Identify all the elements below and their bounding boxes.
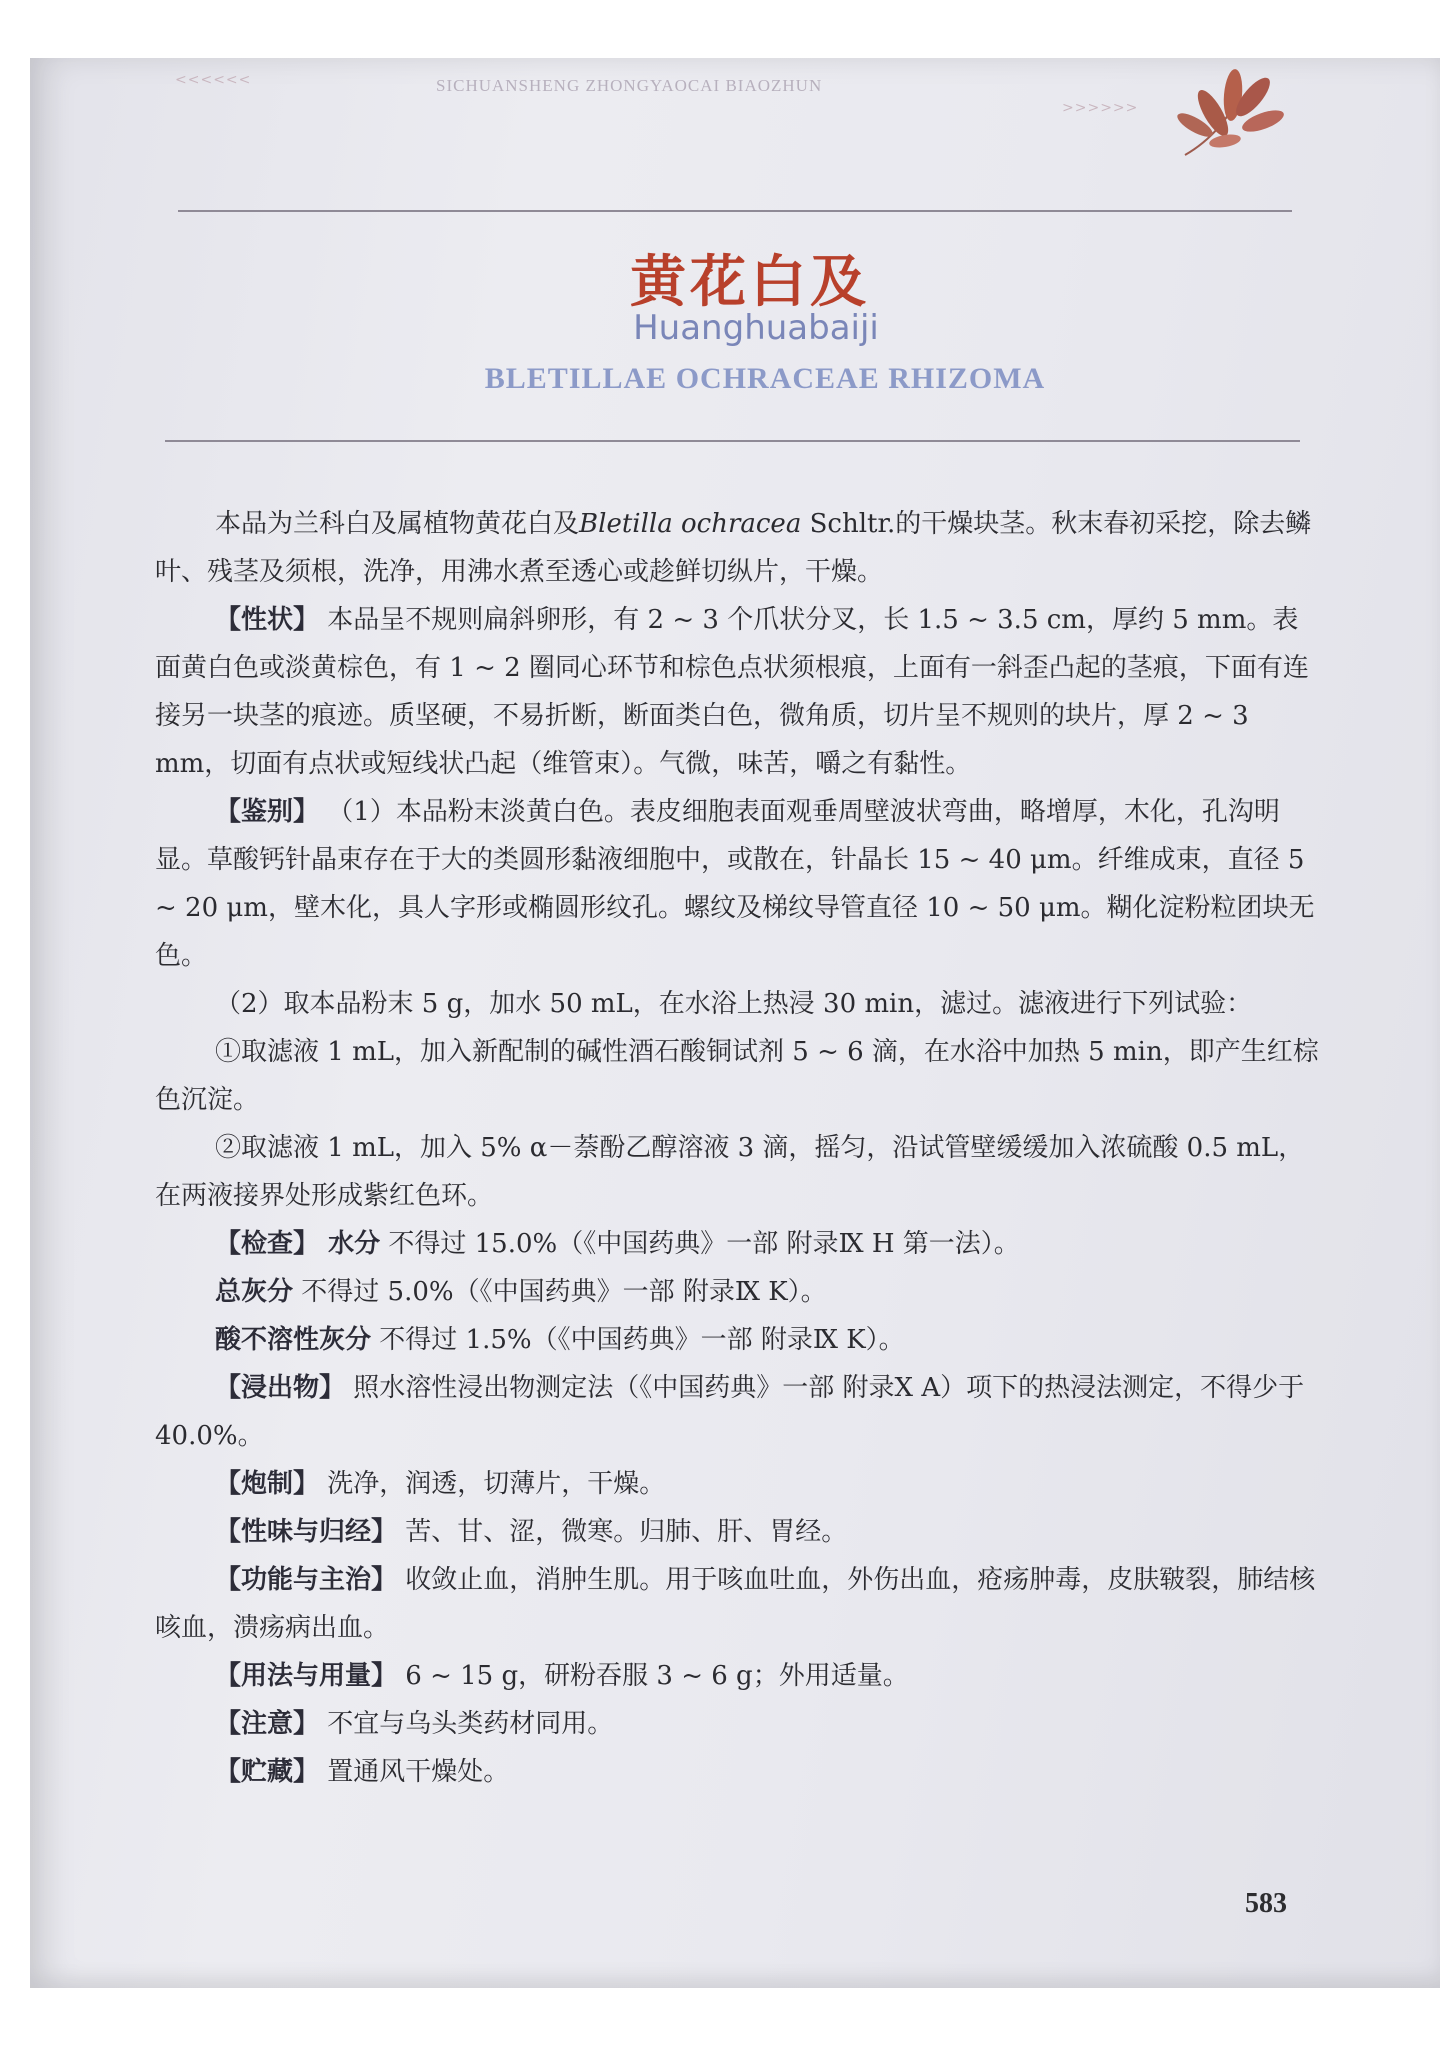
section-jiancha-ash	[155, 1268, 1320, 1316]
section-jianbie-4: ②取滤液 1 mL，加入 5% α－萘酚乙醇溶液 3 滴，摇匀，沿试管壁缓缓加入浓硫酸 0.5 mL，在两液接界处形成紫红色环。	[155, 1133, 1305, 1211]
section-text: 本品呈不规则扁斜卵形，有 2 ~ 3 个爪状分叉，长 1.5 ~ 3.5 cm，厚约 5 mm。表面黄白色或淡黄棕色，有 1 ~ 2 圈同心环节和棕色点状须根痕，上面有一斜歪凸起的茎痕，下面有连接另一块茎的痕迹。质坚硬，不易折断，断面类白色，微角质，切片呈不规则的块片，厚 2 ~ 3 mm，切面有点状或短线状凸起（维管束）。气微，味苦，嚼之有黏性。	[155, 605, 1309, 779]
header-ornament-left: <<<<<<	[175, 72, 252, 88]
section-xingwei	[155, 1508, 1320, 1556]
monograph-body	[155, 500, 1320, 1796]
section-gongneng	[155, 1556, 1320, 1652]
subsection-heading: 总灰分	[215, 1277, 294, 1307]
section-text: 不得过 5.0%（《中国药典》一部 附录Ⅸ K）。	[293, 1277, 827, 1307]
section-text: （1）本品粉末淡黄白色。表皮细胞表面观垂周壁波状弯曲，略增厚，木化，孔沟明显。草酸钙针晶束存在于大的类圆形黏液细胞中，或散在，针晶长 15 ~ 40 μm。纤维成束，直径 5 ~ 20 μm，壁木化，具人字形或椭圆形纹孔。螺纹及梯纹导管直径 10 ~ 50 μm。糊化淀粉粒团块无色。	[155, 797, 1315, 971]
section-text: 不宜与乌头类药材同用。	[319, 1709, 614, 1739]
section-text: 6 ~ 15 g，研粉吞服 3 ~ 6 g；外用适量。	[397, 1661, 909, 1691]
intro-text-2: Schltr.的干燥块茎。秋末春初采挖，除去鳞叶、残茎及须根，洗净，用沸水煮至透心或趁鲜切纵片，干燥。	[155, 509, 1312, 587]
section-yongfa	[155, 1652, 1320, 1700]
section-heading: 【炮制】	[215, 1469, 320, 1499]
section-text: 苦、甘、涩，微寒。归肺、肝、胃经。	[397, 1517, 848, 1547]
section-text: 不得过 1.5%（《中国药典》一部 附录Ⅸ K）。	[371, 1325, 905, 1355]
intro-text: 本品为兰科白及属植物黄花白及	[215, 509, 580, 539]
section-jinchuwu	[155, 1364, 1320, 1460]
section-text: 洗净，润透，切薄片，干燥。	[319, 1469, 666, 1499]
subsection-heading: 水分	[319, 1229, 381, 1259]
leaf-ornament-icon	[1165, 55, 1285, 165]
section-text: 收敛止血，消肿生肌。用于咳血吐血，外伤出血，疮疡肿毒，皮肤皲裂，肺结核咳血，溃疡病出血。	[155, 1565, 1316, 1643]
running-header: SICHUANSHENG ZHONGYAOCAI BIAOZHUN	[436, 76, 823, 95]
section-heading: 【功能与主治】	[215, 1565, 398, 1595]
section-text: 照水溶性浸出物测定法（《中国药典》一部 附录Ⅹ A）项下的热浸法测定，不得少于 40.0%。	[155, 1373, 1305, 1451]
section-heading: 【性味与归经】	[215, 1517, 398, 1547]
section-heading: 【性状】	[215, 605, 320, 635]
subsection-heading: 酸不溶性灰分	[215, 1325, 372, 1355]
section-xingzhuang	[155, 596, 1320, 788]
section-jianbie-2: （2）取本品粉末 5 g，加水 50 mL，在水浴上热浸 30 min，滤过。滤液进行下列试验：	[215, 989, 1253, 1019]
intro-paragraph	[155, 500, 1320, 596]
title-rule-bottom	[165, 440, 1300, 442]
section-heading: 【用法与用量】	[215, 1661, 398, 1691]
section-jianbie-3: ①取滤液 1 mL，加入新配制的碱性酒石酸铜试剂 5 ~ 6 滴，在水浴中加热 5 min，即产生红棕色沉淀。	[155, 1037, 1319, 1115]
section-zhuyi	[155, 1700, 1320, 1748]
page-number: 583	[1245, 1888, 1287, 1919]
title-latin: BLETILLAE OCHRACEAE RHIZOMA	[484, 362, 1046, 395]
section-text: 不得过 15.0%（《中国药典》一部 附录Ⅸ H 第一法）。	[380, 1229, 1020, 1259]
species-name: Bletilla ochracea	[579, 509, 802, 539]
section-zhucang	[155, 1748, 1320, 1796]
title-rule-top	[178, 210, 1292, 212]
section-heading: 【贮藏】	[215, 1757, 320, 1787]
page-title: 黄花白及	[630, 249, 870, 315]
section-paozhi	[155, 1460, 1320, 1508]
section-jiancha-acid	[155, 1316, 1320, 1364]
section-jianbie	[155, 788, 1320, 980]
section-jiancha	[155, 1220, 1320, 1268]
section-text: 置通风干燥处。	[319, 1757, 510, 1787]
section-heading: 【检查】	[215, 1229, 320, 1259]
section-heading: 【注意】	[215, 1709, 320, 1739]
section-heading: 【浸出物】	[215, 1373, 346, 1403]
header-ornament-right: >>>>>>	[1062, 100, 1139, 116]
section-heading: 【鉴别】	[215, 797, 320, 827]
title-pinyin: Huanghuabaiji	[633, 308, 879, 348]
